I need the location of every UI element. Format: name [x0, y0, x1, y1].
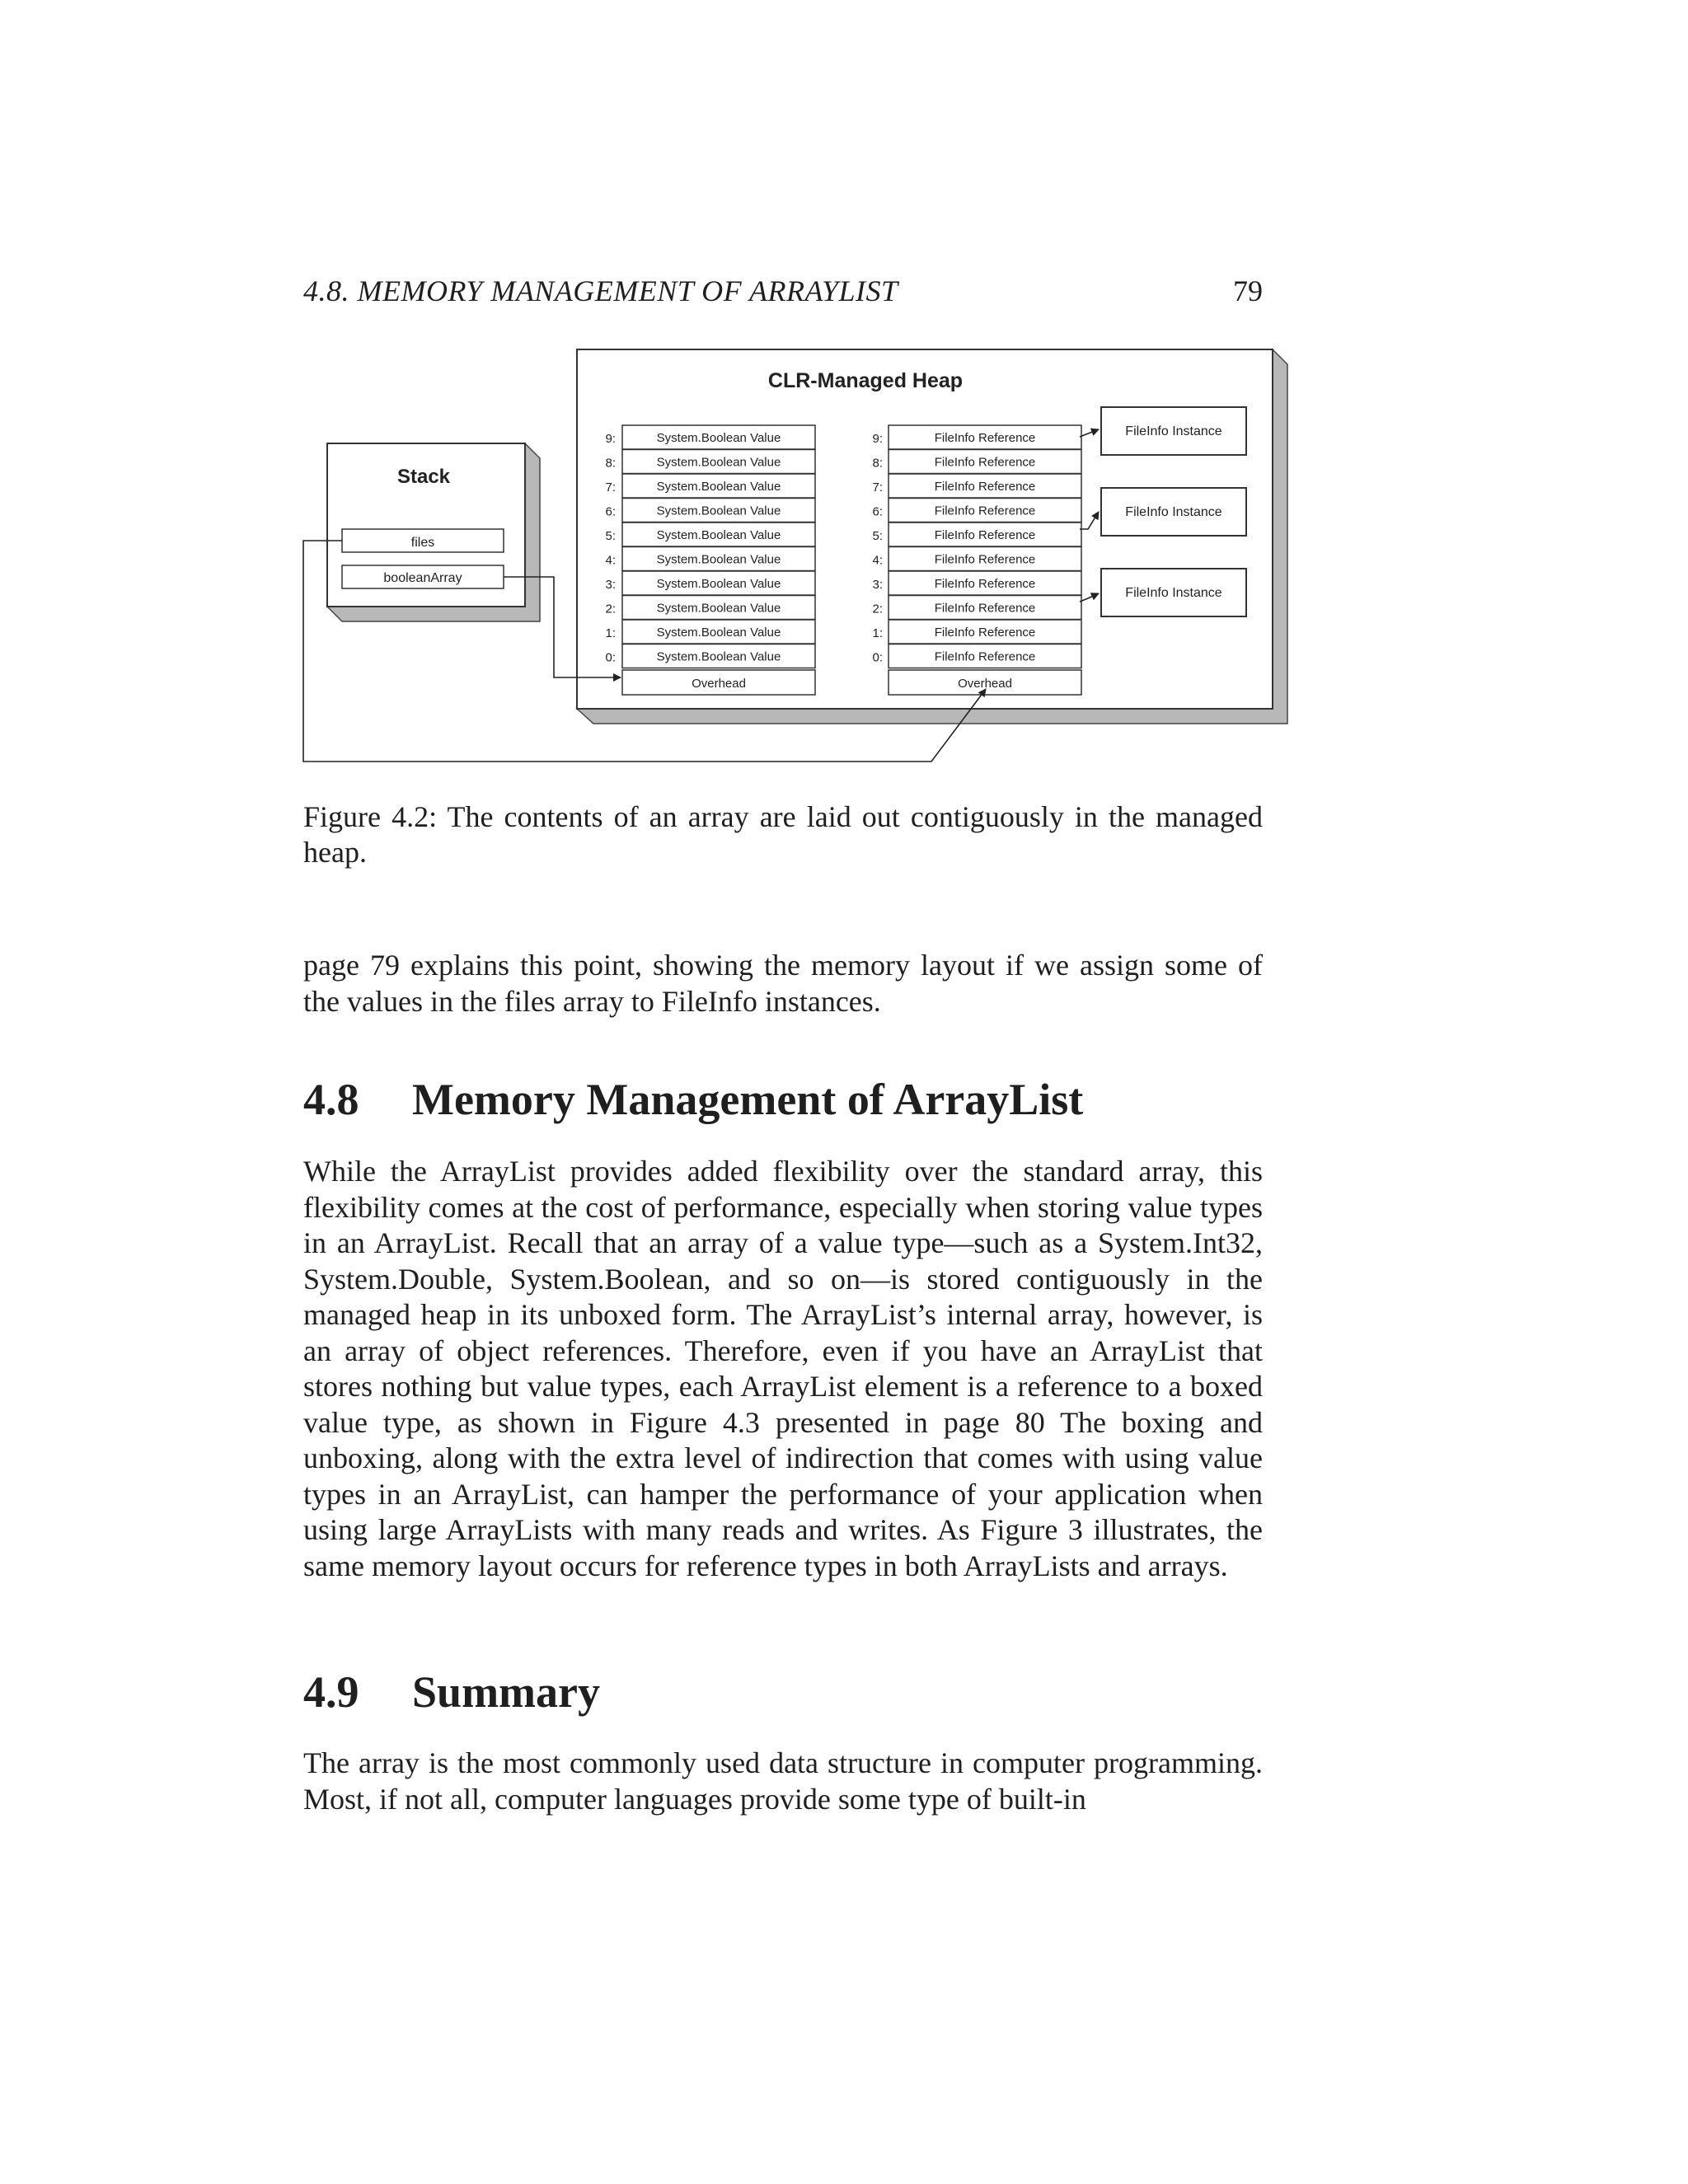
bool-cell-label: System.Boolean Value — [656, 431, 781, 445]
ref-cell-label: FileInfo Reference — [934, 552, 1036, 567]
bool-index-0: 0: — [605, 650, 616, 665]
bool-cell-label: System.Boolean Value — [656, 552, 781, 567]
section-4-9-body: The array is the most commonly used data structure in computer programming. Most, if not all, computer languages provide some type of built-in — [303, 1746, 1263, 1816]
ref-cell-label: FileInfo Reference — [934, 577, 1036, 591]
section-4-8-body: While the ArrayList provides added flexibility over the standard array, this flexibility comes at the cost of performance, especially when storing value types in an ArrayList. Recall that an array of a value type—such as a System.Int32, System.Double, System.Boolean, and so on—is stored contiguously in the managed heap in its unboxed form. The ArrayList’s internal array, however, is an array of object references. Therefore, even if you have an ArrayList that stores nothing but value types, each ArrayList element is a reference to a boxed value type, as shown in Figure 4.3 presented in page 80 The boxing and unboxing, along with the extra level of indirection that comes with using value types in an ArrayList, can hamper the performance of your application when using large ArrayLists with many reads and writes. As Figure 3 illustrates, the same memory layout occurs for reference types in both ArrayLists and arrays. — [303, 1155, 1263, 1582]
ref-cell-label: FileInfo Reference — [934, 528, 1036, 542]
fileinfo-instance-3: FileInfo Instance — [1125, 586, 1222, 600]
ref-index-5: 5: — [872, 529, 883, 543]
running-head — [303, 274, 1263, 308]
bool-cell-label: System.Boolean Value — [656, 528, 781, 542]
bool-cell-label: System.Boolean Value — [656, 601, 781, 616]
boolean-array-column — [605, 425, 815, 695]
fileinfo-instance-1: FileInfo Instance — [1125, 424, 1222, 438]
ref-index-0: 0: — [872, 650, 883, 665]
bool-index-8: 8: — [605, 456, 616, 471]
memory-layout-figure — [297, 346, 1302, 775]
ref-index-2: 2: — [872, 602, 883, 616]
bool-cell-label: System.Boolean Value — [656, 504, 781, 518]
bool-index-7: 7: — [605, 480, 616, 494]
section-title: Summary — [412, 1667, 600, 1717]
ref-cell-label: FileInfo Reference — [934, 455, 1036, 470]
ref-index-7: 7: — [872, 480, 883, 494]
ref-cell-label: FileInfo Reference — [934, 626, 1036, 640]
running-head-title: 4.8. MEMORY MANAGEMENT OF ARRAYLIST — [303, 274, 898, 307]
ref-index-9: 9: — [872, 432, 883, 446]
ref-cell-label: FileInfo Reference — [934, 601, 1036, 616]
ref-index-8: 8: — [872, 456, 883, 471]
bool-cell-label: System.Boolean Value — [656, 455, 781, 470]
section-title: Memory Management of ArrayList — [412, 1075, 1084, 1124]
stack-var-files: files — [410, 536, 435, 550]
ref-index-4: 4: — [872, 553, 883, 568]
ref-cell-label: FileInfo Reference — [934, 504, 1036, 518]
bool-overhead: Overhead — [692, 677, 746, 691]
section-heading-4-9 — [303, 1666, 600, 1718]
ref-cell-label: FileInfo Reference — [934, 480, 1036, 494]
section-number: 4.9 — [303, 1667, 359, 1717]
bool-cell-label: System.Boolean Value — [656, 480, 781, 494]
heap-title: CLR-Managed Heap — [767, 369, 964, 392]
ref-cell-label: FileInfo Reference — [934, 649, 1036, 664]
ref-overhead: Overhead — [958, 677, 1012, 691]
reference-array-column — [872, 425, 1081, 695]
bool-index-6: 6: — [605, 504, 616, 519]
bool-cell-label: System.Boolean Value — [656, 577, 781, 591]
bool-cell-label: System.Boolean Value — [656, 626, 781, 640]
stack-title: Stack — [396, 466, 451, 488]
bool-index-2: 2: — [605, 602, 616, 616]
bool-index-5: 5: — [605, 529, 616, 543]
bool-index-4: 4: — [605, 553, 616, 568]
bool-index-1: 1: — [605, 626, 616, 640]
ref-index-3: 3: — [872, 578, 883, 592]
bool-index-3: 3: — [605, 578, 616, 592]
figure-caption: Figure 4.2: The contents of an array are laid out contiguously in the managed heap. — [303, 800, 1263, 869]
fileinfo-instance-2: FileInfo Instance — [1125, 505, 1222, 519]
section-heading-4-8 — [303, 1074, 1083, 1125]
ref-cell-label: FileInfo Reference — [934, 431, 1036, 445]
bool-index-9: 9: — [605, 432, 616, 446]
ref-index-1: 1: — [872, 626, 883, 640]
intro-paragraph: page 79 explains this point, showing the memory layout if we assign some of the values in the files array to FileInfo instances. — [303, 949, 1263, 1018]
page-number: 79 — [1233, 274, 1263, 307]
section-number: 4.8 — [303, 1075, 359, 1124]
ref-index-6: 6: — [872, 504, 883, 519]
stack-var-booleanarray: booleanArray — [383, 571, 462, 585]
memory-diagram — [297, 346, 1302, 775]
bool-cell-label: System.Boolean Value — [656, 649, 781, 664]
